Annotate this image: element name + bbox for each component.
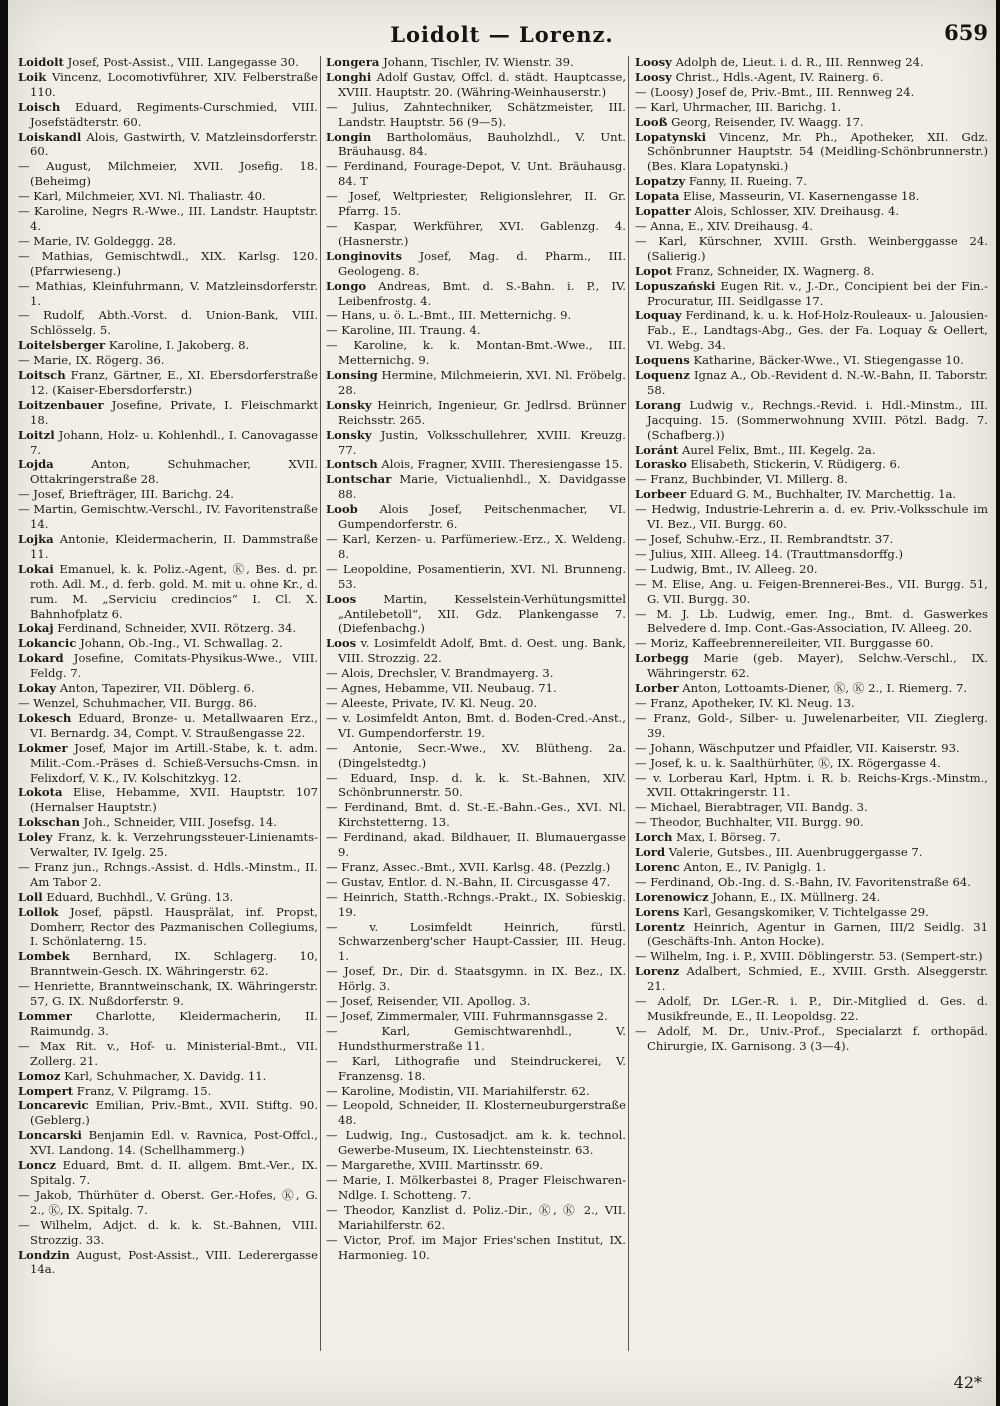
directory-entry: Loránt Aurel Felix, Bmt., III. Kegelg. 2a. (635, 442, 876, 457)
directory-entry: Lonsky Justin, Volksschullehrer, XVIII. Kreuzg. 77. (326, 427, 626, 457)
directory-entry: Loob Alois Josef, Peitschenmacher, VI. Gumpendorferstr. 6. (326, 502, 626, 532)
directory-entry: — Kaspar, Werkführer, XVI. Gablenzg. 4. (Hasnerstr.) (326, 218, 626, 248)
directory-entry: — Jakob, Thürhüter d. Oberst. Ger.-Hofes, Ⓚ, G. 2., Ⓚ, IX. Spitalg. 7. (18, 1187, 318, 1217)
running-head: Loidolt — Lorenz. (390, 22, 614, 47)
directory-entry: — Julius, Zahntechniker, Schätzmeister, III. Landstr. Hauptstr. 56 (9—5). (326, 99, 626, 129)
directory-entry: Lorbeer Eduard G. M., Buchhalter, IV. Marchettig. 1a. (635, 487, 957, 502)
directory-entry: — Franz, Assec.-Bmt., XVII. Karlsg. 48. (Pezzlg.) (326, 859, 611, 874)
directory-entry: Loitelsberger Karoline, I. Jakoberg. 8. (18, 338, 250, 353)
directory-entry: — Karoline, k. k. Montan-Bmt.-Wwe., III. Metternichg. 9. (326, 338, 626, 368)
directory-entry: Loitzenbauer Josefine, Private, I. Fleischmarkt 18. (18, 397, 318, 427)
directory-entry: — Ferdinand, akad. Bildhauer, II. Blumauergasse 9. (326, 830, 626, 860)
column-middle (326, 55, 626, 1375)
directory-entry: — Karl, Milchmeier, XVI. Nl. Thaliastr. 40. (18, 189, 266, 204)
directory-entry: — Alois, Drechsler, V. Brandmayerg. 3. (326, 666, 554, 681)
directory-entry: Loitzl Johann, Holz- u. Kohlenhdl., I. Canovagasse 7. (18, 427, 318, 457)
directory-entry: — Heinrich, Statth.-Rchngs.-Prakt., IX. Sobieskig. 19. (326, 889, 626, 919)
directory-entry: — Ferdinand, Ob.-Ing. d. S.-Bahn, IV. Favoritenstraße 64. (635, 874, 971, 889)
directory-entry: Lokesch Eduard, Bronze- u. Metallwaaren Erz., VI. Bernardg. 34, Compt. V. Straußengasse 22. (18, 710, 318, 740)
directory-entry: — Marie, IV. Goldeggg. 28. (18, 233, 177, 248)
directory-entry: — Ferdinand, Fourage-Depot, V. Unt. Bräuhausg. 84. T (326, 159, 626, 189)
directory-entry: — Eduard, Insp. d. k. k. St.-Bahnen, XIV. Schönbrunnerstr. 50. (326, 770, 626, 800)
directory-entry: — Karoline, Modistin, VII. Mariahilferstr. 62. (326, 1083, 590, 1098)
directory-entry: Lorang Ludwig v., Rechngs.-Revid. i. Hdl.-Minstm., III. Jacquing. 15. (Sommerwohnung XVIII. Pötzl. Badg. 7. (Schafberg.)) (635, 397, 988, 442)
directory-entry: — Hans, u. ö. L.-Bmt., III. Metternichg. 9. (326, 308, 572, 323)
directory-entry: — August, Milchmeier, XVII. Josefig. 18. (Beheimg) (18, 159, 318, 189)
directory-entry: — M. Elise, Ang. u. Feigen-Brennerei-Bes., VII. Burgg. 51, G. VII. Burgg. 30. (635, 576, 988, 606)
directory-entry: — Margarethe, XVIII. Martinsstr. 69. (326, 1158, 544, 1173)
directory-entry: Loquenz Ignaz A., Ob.-Revident d. N.-W.-Bahn, II. Taborstr. 58. (635, 368, 988, 397)
directory-entry: Loosy Adolph de, Lieut. i. d. R., III. Rennweg 24. (635, 55, 924, 69)
directory-entry: — Josef, Briefträger, III. Barichg. 24. (18, 487, 234, 502)
directory-page (8, 0, 996, 1406)
directory-entry: Loll Eduard, Buchhdl., V. Grüng. 13. (18, 889, 234, 904)
directory-entry: Lorenc Anton, E., IV. Paniglg. 1. (635, 859, 827, 874)
directory-entry: Lombek Bernhard, IX. Schlagerg. 10, Branntwein-Gesch. IX. Währingerstr. 62. (18, 949, 318, 979)
directory-entry: — v. Losimfeldt Anton, Bmt. d. Boden-Cred.-Anst., VI. Gumpendorferstr. 19. (326, 710, 626, 740)
directory-entry: — Max Rit. v., Hof- u. Ministerial-Bmt., VII. Zollerg. 21. (18, 1038, 318, 1068)
directory-entry: Lokmer Josef, Major im Artill.-Stabe, k. t. adm. Milit.-Com.-Präses d. Schieß-Versuchs-Cmsn. in Felixdorf, V. K., IV. Kolschitzkyg. 12. (18, 740, 318, 785)
directory-entry: — Johann, Wäschputzer und Pfaidler, VII. Kaiserstr. 93. (635, 740, 960, 755)
directory-entry: — Mathias, Gemischtwdl., XIX. Karlsg. 120. (Pfarrwieseng.) (18, 248, 318, 278)
column-rule (320, 56, 321, 1351)
directory-entry: Lokschan Joh., Schneider, VIII. Josefsg. 14. (18, 815, 277, 830)
page-number: 659 (944, 20, 988, 45)
directory-entry: — Wilhelm, Ing. i. P., XVIII. Döblingerstr. 53. (Sempert-str.) (635, 949, 983, 964)
directory-entry: Loncz Eduard, Bmt. d. II. allgem. Bmt.-Ver., IX. Spitalg. 7. (18, 1158, 318, 1187)
directory-entry: — Leopold, Schneider, II. Klosterneuburgerstraße 48. (326, 1098, 626, 1128)
directory-entry: — Josef, k. u. k. Saalthürhüter, Ⓚ, IX. Rögergasse 4. (635, 755, 941, 770)
directory-entry: — Josef, Schuhw.-Erz., II. Rembrandtstr. 37. (635, 532, 894, 546)
directory-entry: — Karoline, III. Traung. 4. (326, 323, 481, 338)
directory-entry: Lojda Anton, Schuhmacher, XVII. Ottakringerstraße 28. (18, 457, 318, 487)
directory-entry: — Agnes, Hebamme, VII. Neubaug. 71. (326, 681, 557, 696)
directory-entry: Loitsch Franz, Gärtner, E., XI. Ebersdorferstraße 12. (Kaiser-Ebersdorferstr.) (18, 368, 318, 397)
directory-entry: Lommer Charlotte, Kleidermacherin, II. Raimundg. 3. (18, 1009, 318, 1038)
directory-entry: — Josef, Zimmermaler, VIII. Fuhrmannsgasse 2. (326, 1009, 608, 1023)
directory-entry: — Michael, Bierabtrager, VII. Bandg. 3. (635, 800, 868, 815)
directory-entry: — Karl, Kürschner, XVIII. Grsth. Weinberggasse 24. (Salierig.) (635, 233, 988, 263)
directory-entry: — Gustav, Entlor. d. N.-Bahn, II. Circusgasse 47. (326, 874, 611, 889)
directory-entry: — Ludwig, Ing., Custosadjct. am k. k. technol. Gewerbe-Museum, IX. Liechtensteinstr. 63. (326, 1128, 626, 1158)
directory-entry: Lorch Max, I. Börseg. 7. (635, 830, 781, 845)
directory-entry: Loos Martin, Kesselstein-Verhütungsmittel „Antilebetoll“, XII. Gdz. Plankengasse 7. (Diefenbachg.) (326, 591, 626, 636)
directory-entry: — Mathias, Kleinfuhrmann, V. Matzleinsdorferstr. 1. (18, 278, 318, 308)
directory-entry: Lorbegg Marie (geb. Mayer), Selchw.-Verschl., IX. Währingerstr. 62. (635, 651, 988, 681)
directory-entry: Loquay Ferdinand, k. u. k. Hof-Holz-Rouleaux- u. Jalousien-Fab., E., Landtags-Abg., Ges. der Fa. Loquay & Oellert, VI. Webg. 34. (635, 308, 988, 353)
directory-entry: Lopata Elise, Masseurin, VI. Kasernengasse 18. (635, 189, 920, 204)
directory-entry: — Franz, Gold-, Silber- u. Juwelenarbeiter, VII. Zieglerg. 39. (635, 710, 988, 740)
directory-entry: Loquens Katharine, Bäcker-Wwe., VI. Stiegengasse 10. (635, 353, 964, 368)
directory-entry: — Martin, Gemischtw.-Verschl., IV. Favoritenstraße 14. (18, 502, 318, 532)
directory-entry: Longhi Adolf Gustav, Offcl. d. städt. Hauptcasse, XVIII. Hauptstr. 20. (Währing-Weinhauserstr.) (326, 69, 626, 99)
directory-entry: Lord Valerie, Gutsbes., III. Auenbruggergasse 7. (635, 845, 923, 860)
directory-entry: Lorasko Elisabeth, Stickerin, V. Rüdigerg. 6. (635, 457, 901, 472)
directory-entry: — Marie, IX. Rögerg. 36. (18, 353, 165, 368)
directory-entry: Lokay Anton, Tapezirer, VII. Döblerg. 6. (18, 681, 255, 696)
directory-entry: Loiskandl Alois, Gastwirth, V. Matzleinsdorferstr. 60. (18, 129, 318, 159)
directory-entry: — Karl, Lithografie und Steindruckerei, V. Franzensg. 18. (326, 1053, 626, 1083)
directory-entry: Lopatter Alois, Schlosser, XIV. Dreihausg. 4. (635, 204, 900, 219)
directory-entry: Loncarski Benjamin Edl. v. Ravnica, Post-Offcl., XVI. Landong. 14. (Schellhammerg.) (18, 1128, 318, 1158)
directory-entry: — Leopoldine, Posamentierin, XVI. Nl. Brunneng. 53. (326, 561, 626, 591)
directory-entry: Lopatynski Vincenz, Mr. Ph., Apotheker, XII. Gdz. Schönbrunner Hauptstr. 54 (Meidling-Schönbrunnerstr.) (Bes. Klara Lopatynski.) (635, 129, 988, 174)
directory-entry: Lontschar Marie, Victualienhdl., X. Davidgasse 88. (326, 472, 626, 502)
directory-entry: — Franz, Buchbinder, VI. Millerg. 8. (635, 472, 848, 487)
directory-entry: Loosy Christ., Hdls.-Agent, IV. Rainerg. 6. (635, 69, 884, 84)
directory-entry: Lopatzy Fanny, II. Rueing. 7. (635, 174, 807, 189)
directory-entry: Lonsky Heinrich, Ingenieur, Gr. Jedlrsd. Brünner Reichsstr. 265. (326, 397, 626, 427)
column-right (635, 55, 988, 1375)
directory-entry: — Josef, Weltpriester, Religionslehrer, II. Gr. Pfarrg. 15. (326, 189, 626, 219)
directory-entry: — Moriz, Kaffeebrennereileiter, VII. Burggasse 60. (635, 636, 934, 651)
directory-entry: — Adolf, M. Dr., Univ.-Prof., Specialarzt f. orthopäd. Chirurgie, IX. Garnisong. 3 (3—4). (635, 1023, 988, 1053)
directory-entry: Lontsch Alois, Fragner, XVIII. Theresiengasse 15. (326, 457, 623, 472)
directory-entry: — Theodor, Kanzlist d. Poliz.-Dir., Ⓚ, Ⓚ 2., VII. Mariahilferstr. 62. (326, 1202, 626, 1232)
directory-entry: — (Loosy) Josef de, Priv.-Bmt., III. Rennweg 24. (635, 84, 915, 99)
directory-entry: Lonsing Hermine, Milchmeierin, XVI. Nl. Fröbelg. 28. (326, 368, 626, 397)
column-rule (628, 56, 629, 1351)
directory-entry: — Karoline, Negrs R.-Wwe., III. Landstr. Hauptstr. 4. (18, 204, 318, 233)
directory-entry: Lompert Franz, V. Pilgramg. 15. (18, 1083, 212, 1098)
directory-entry: — v. Losimfeldt Heinrich, fürstl. Schwarzenberg'scher Haupt-Cassier, III. Heug. 1. (326, 919, 626, 964)
directory-entry: — Karl, Gemischtwarenhdl., V. Hundsthurmerstraße 11. (326, 1023, 626, 1053)
directory-entry: — Marie, I. Mölkerbastei 8, Prager Fleischwaren-Ndlge. I. Schotteng. 7. (326, 1172, 626, 1202)
directory-entry: — M. J. Lb. Ludwig, emer. Ing., Bmt. d. Gaswerkes Belvedere d. Imp. Cont.-Gas-Association, IV. Alleeg. 20. (635, 606, 988, 636)
directory-entry: — Aleeste, Private, IV. Kl. Neug. 20. (326, 695, 538, 710)
directory-entry: — Antonie, Secr.-Wwe., XV. Blütheng. 2a. (Dingelstedtg.) (326, 740, 626, 770)
directory-entry: Lollok Josef, päpstl. Hausprälat, inf. Propst, Domherr, Rector des Pazmanischen Collegiums, I. Schönlaterng. 15. (18, 904, 318, 949)
directory-entry: Lokota Elise, Hebamme, XVII. Hauptstr. 107 (Hernalser Hauptstr.) (18, 785, 318, 815)
directory-entry: Longin Bartholomäus, Bauholzhdl., V. Unt. Bräuhausg. 84. (326, 129, 626, 159)
directory-entry: — Franz, Apotheker, IV. Kl. Neug. 13. (635, 695, 855, 710)
directory-entry: Lorenz Adalbert, Schmied, E., XVIII. Grsth. Alseggerstr. 21. (635, 964, 988, 994)
directory-entry: — Rudolf, Abth.-Vorst. d. Union-Bank, VIII. Schlösselg. 5. (18, 308, 318, 338)
directory-entry: Longo Andreas, Bmt. d. S.-Bahn. i. P., IV. Leibenfrostg. 4. (326, 278, 626, 308)
directory-entry: Loley Franz, k. k. Verzehrungssteuer-Linienamts-Verwalter, IV. Igelg. 25. (18, 830, 318, 860)
directory-entry: — Anna, E., XIV. Dreihausg. 4. (635, 218, 813, 233)
directory-entry: Longinovits Josef, Mag. d. Pharm., III. Geologeng. 8. (326, 248, 626, 278)
directory-entry: Loisch Eduard, Regiments-Curschmied, VIII. Josefstädterstr. 60. (18, 99, 318, 129)
column-left (18, 55, 318, 1375)
directory-entry: Lorens Karl, Gesangskomiker, V. Tichtelgasse 29. (635, 904, 929, 919)
directory-entry: Lorber Anton, Lottoamts-Diener, Ⓚ, Ⓚ 2., I. Riemerg. 7. (635, 681, 968, 696)
directory-entry: — Hedwig, Industrie-Lehrerin a. d. ev. Priv.-Volksschule im VI. Bez., VII. Burgg. 60. (635, 502, 988, 532)
directory-entry: — Ludwig, Bmt., IV. Alleeg. 20. (635, 561, 818, 576)
page-header (8, 12, 996, 52)
directory-entry: — Henriette, Branntweinschank, IX. Währingerstr. 57, G. IX. Nußdorferstr. 9. (18, 979, 318, 1009)
directory-entry: Lopot Franz, Schneider, IX. Wagnerg. 8. (635, 263, 875, 278)
directory-entry: Lorentz Heinrich, Agentur in Garnen, III/2 Seidlg. 31 (Geschäfts-Inh. Anton Hocke). (635, 919, 988, 949)
directory-entry: — Wenzel, Schuhmacher, VII. Burgg. 86. (18, 695, 257, 710)
directory-entry: — Franz jun., Rchngs.-Assist. d. Hdls.-Minstm., II. Am Tabor 2. (18, 859, 318, 889)
directory-entry: Lokai Emanuel, k. k. Poliz.-Agent, Ⓚ, Bes. d. pr. roth. Adl. M., d. ferb. gold. M. mit u. ohne Kr., d. rum. M. „Serviciu credincios“ I. Cl. X. Bahnhofplatz 6. (18, 561, 318, 621)
directory-entry: Longera Johann, Tischler, IV. Wienstr. 39. (326, 55, 574, 69)
directory-entry: Looß Georg, Reisender, IV. Waagg. 17. (635, 114, 864, 129)
directory-entry: — Karl, Kerzen- u. Parfümeriew.-Erz., X. Weldeng. 8. (326, 532, 626, 561)
directory-entry: — Karl, Uhrmacher, III. Barichg. 1. (635, 99, 842, 114)
directory-entry: Lojka Antonie, Kleidermacherin, II. Dammstraße 11. (18, 532, 318, 561)
directory-entry: Londzin August, Post-Assist., VIII. Lederergasse 14a. (18, 1247, 318, 1277)
directory-entry: Loncarevic Emilian, Priv.-Bmt., XVII. Stiftg. 90. (Geblerg.) (18, 1098, 318, 1128)
signature-mark: 42* (953, 1373, 982, 1392)
directory-entry: Lokaj Ferdinand, Schneider, XVII. Rötzerg. 34. (18, 621, 297, 636)
directory-entry: — Josef, Dr., Dir. d. Staatsgymn. in IX. Bez., IX. Hörlg. 3. (326, 964, 626, 994)
directory-entry: Loik Vincenz, Locomotivführer, XIV. Felberstraße 110. (18, 69, 318, 99)
directory-entry: Lokancic Johann, Ob.-Ing., VI. Schwallag. 2. (18, 636, 283, 651)
directory-entry: Loos v. Losimfeldt Adolf, Bmt. d. Oest. ung. Bank, VIII. Strozzig. 22. (326, 636, 626, 666)
directory-entry: Lokard Josefine, Comitats-Physikus-Wwe., VIII. Feldg. 7. (18, 651, 318, 681)
directory-entry: — Ferdinand, Bmt. d. St.-E.-Bahn.-Ges., XVI. Nl. Kirchstetterng. 13. (326, 800, 626, 830)
directory-entry: — Theodor, Buchhalter, VII. Burgg. 90. (635, 815, 864, 830)
directory-entry: Lomoz Karl, Schuhmacher, X. Davidg. 11. (18, 1068, 267, 1083)
directory-entry: Lorenowicz Johann, E., IX. Müllnerg. 24. (635, 889, 881, 904)
directory-entry: — v. Lorberau Karl, Hptm. i. R. b. Reichs-Krgs.-Minstm., XVII. Ottakringerstr. 11. (635, 770, 988, 800)
directory-entry: Loidolt Josef, Post-Assist., VIII. Langegasse 30. (18, 55, 299, 69)
directory-entry: — Josef, Reisender, VII. Apollog. 3. (326, 994, 531, 1009)
directory-entry: — Victor, Prof. im Major Fries'schen Institut, IX. Harmonieg. 10. (326, 1232, 626, 1262)
directory-entry: — Julius, XIII. Alleeg. 14. (Trauttmansdorffg.) (635, 546, 904, 561)
directory-entry: — Adolf, Dr. LGer.-R. i. P., Dir.-Mitglied d. Ges. d. Musikfreunde, E., II. Leopoldsg. 22. (635, 994, 988, 1023)
directory-entry: — Wilhelm, Adjct. d. k. k. St.-Bahnen, VIII. Strozzig. 33. (18, 1217, 318, 1247)
directory-entry: Lopuszański Eugen Rit. v., J.-Dr., Concipient bei der Fin.-Procuratur, III. Seidlgasse 17. (635, 278, 988, 308)
